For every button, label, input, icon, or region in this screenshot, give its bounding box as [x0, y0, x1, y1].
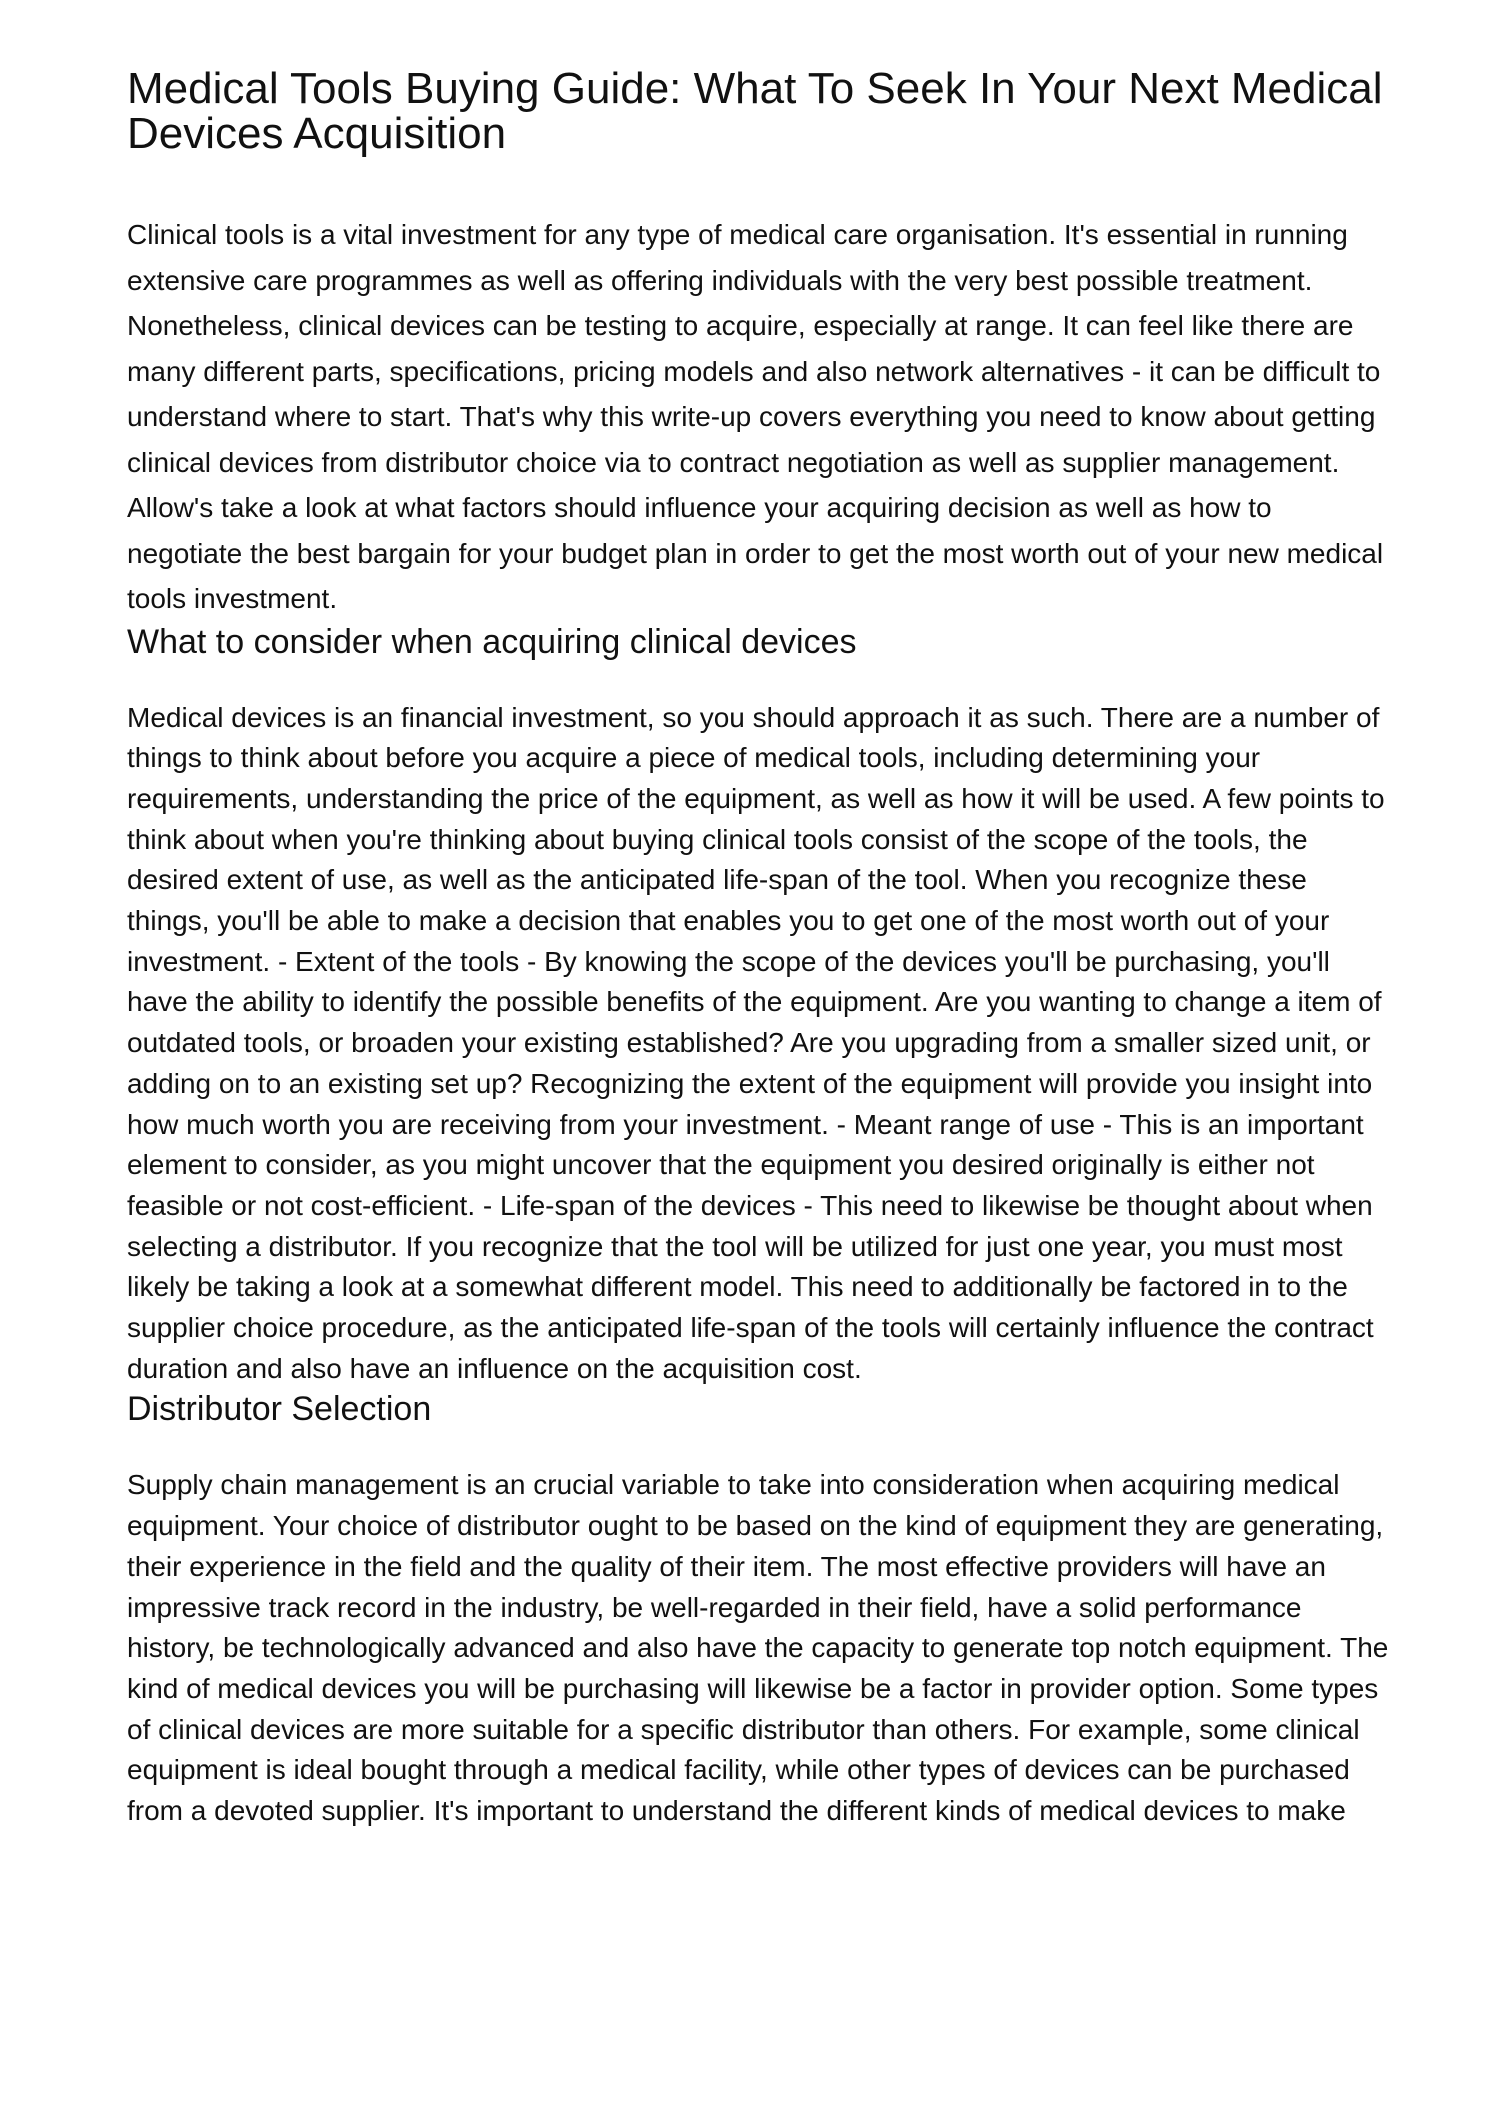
section-body-considerations: Medical devices is an financial investment, so you should approach it as such. There are a number of things to think about before you acquire a piece of medical tools, including determining your requirements, understanding the price of the equipment, as well as how it will be used. A few points to think about when you're thinking about buying clinical tools consist of the scope of the tools, the desired extent of use, as well as the anticipated life-span of the tool. When you recognize these things, you'll be able to make a decision that enables you to get one of the most worth out of your investment. - Extent of the tools - By knowing the scope of the devices you'll be purchasing, you'll have the ability to identify the possible benefits of the equipment. Are you wanting to change a item of outdated tools, or broaden your existing established? Are you upgrading from a smaller sized unit, or adding on to an existing set up? Recognizing the extent of the equipment will provide you insight into how much worth you are receiving from your investment. - Meant range of use - This is an important element to consider, as you might uncover that the equipment you desired originally is either not feasible or not cost-efficient. - Life-span of the devices - This need to likewise be thought about when selecting a distributor. If you recognize that the tool will be utilized for just one year, you must most likely be taking a look at a somewhat different model. This need to additionally be factored in to the supplier choice procedure, as the anticipated life-span of the tools will certainly influence the contract duration and also have an influence on the acquisition cost. [127, 701, 1385, 1384]
intro-paragraph: Clinical tools is a vital investment for any type of medical care organisation. It's essential in running extensive care programmes as well as offering individuals with the very best possible treatment. Nonetheless, clinical devices can be testing to acquire, especially at range. It can feel like there are many different parts, specifications, pricing models and also network alternatives - it can be difficult to understand where to start. That's why this write-up covers everything you need to know about getting clinical devices from distributor choice via to contract negotiation as well as supplier management. Allow's take a look at what factors should influence your acquiring decision as well as how to negotiate the best bargain for your budget plan in order to get the most worth out of your new medical tools investment. [127, 219, 1384, 614]
document-page [127, 66, 1392, 1832]
section-heading-considerations: What to consider when acquiring clinical devices [127, 622, 857, 661]
section-body-distributor-selection: Supply chain management is an crucial variable to take into consideration when acquiring medical equipment. Your choice of distributor ought to be based on the kind of equipment they are generating, their experience in the field and the quality of their item. The most effective providers will have an impressive track record in the industry, be well-regarded in their field, have a solid performance history, be technologically advanced and also have the capacity to generate top notch equipment. The kind of medical devices you will be purchasing will likewise be a factor in provider option. Some types of clinical devices are more suitable for a specific distributor than others. For example, some clinical equipment is ideal bought through a medical facility, while other types of devices can be purchased from a devoted supplier. It's important to understand the different kinds of medical devices to make [127, 1469, 1389, 1827]
document-title: Medical Tools Buying Guide: What To Seek In Your Next Medical Devices Acquisition [127, 64, 1383, 158]
section-heading-distributor-selection: Distributor Selection [127, 1390, 432, 1429]
